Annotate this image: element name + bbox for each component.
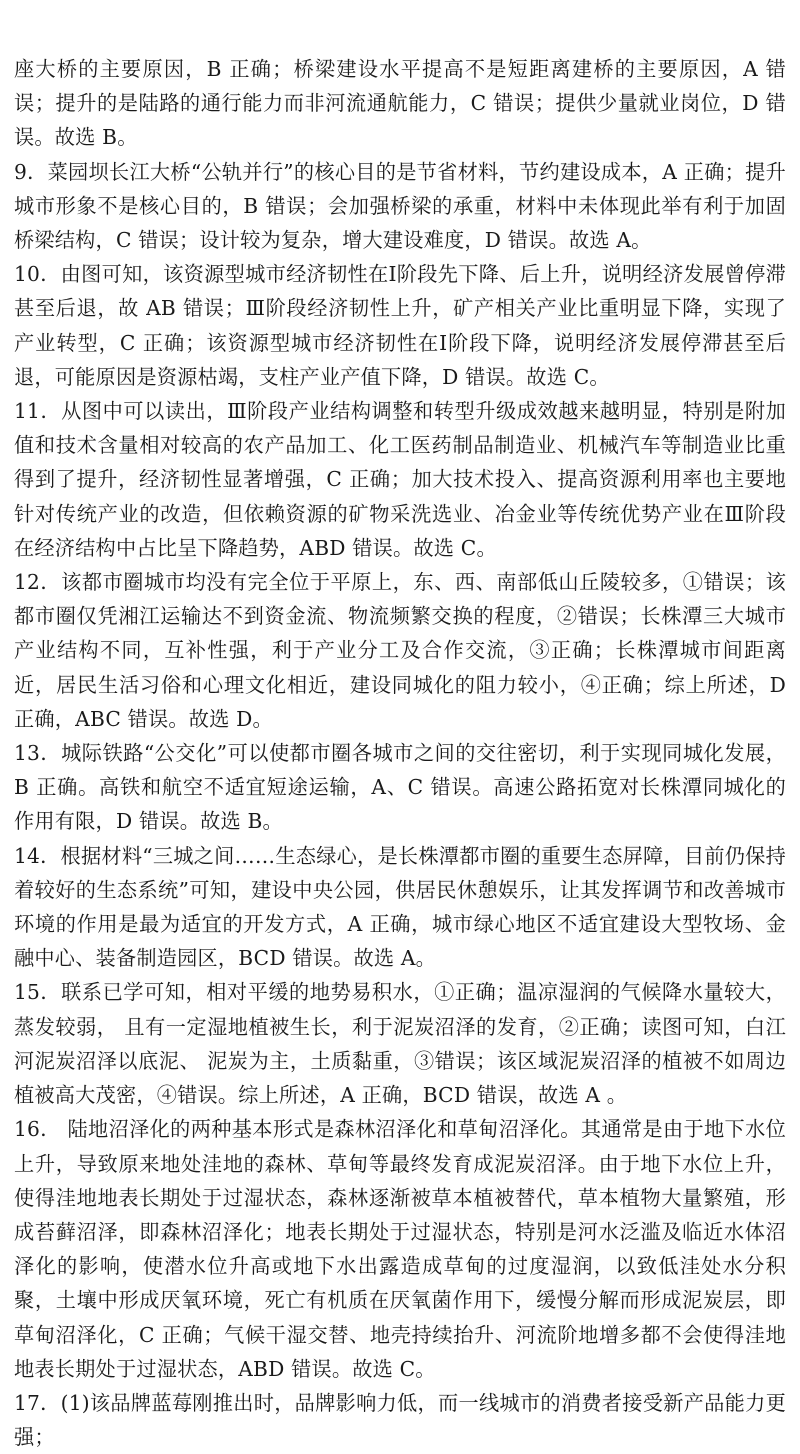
answer-paragraph-10: 10．由图可知，该资源型城市经济韧性在Ⅰ阶段先下降、后上升，说明经济发展曾停滞甚至后退，故 AB 错误；Ⅲ阶段经济韧性上升，矿产相关产业比重明显下降，实现了产业转型，C 正确；该资源型城市经济韧性在Ⅰ阶段下降，说明经济发展停滞甚至后退，可能原因是资源枯竭，支柱产业产值下降，D 错误。故选 C。 bbox=[14, 262, 786, 389]
answer-paragraph-8-tail: 座大桥的主要原因，B 正确；桥梁建设水平提高不是短距离建桥的主要原因，A 错误；提升的是陆路的通行能力而非河流通航能力，C 错误；提供少量就业岗位，D 错误。故选 B。 bbox=[14, 57, 786, 150]
answer-paragraph-16: 16． 陆地沼泽化的两种基本形式是森林沼泽化和草甸沼泽化。其通常是由于地下水位上升，导致原来地处洼地的森林、草甸等最终发育成泥炭沼泽。由于地下水位上升，使得洼地地表长期处于过湿状态，森林逐渐被草本植被替代，草本植物大量繁殖，形成苔藓沼泽，即森林沼泽化；地表长期处于过湿状态，特别是河水泛滥及临近水体沼泽化的影响，使潜水位升高或地下水出露造成草甸的过度湿润，以致低洼处水分积聚，土壤中形成厌氧环境，死亡有机质在厌氧菌作用下，缓慢分解而形成泥炭层，即草甸沼泽化，C 正确；气候干湿交替、地壳持续抬升、河流阶地增多都不会使得洼地地表长期处于过湿状态，ABD 错误。故选 C。 bbox=[14, 1117, 786, 1381]
document-page bbox=[14, 52, 786, 1454]
answer-paragraph-15: 15．联系已学可知，相对平缓的地势易积水，①正确；温凉湿润的气候降水量较大，蒸发较弱， 且有一定湿地植被生长，利于泥炭沼泽的发育，②正确；读图可知，白江河泥炭沼泽以底泥、 泥炭为主，土质黏重，③错误；该区域泥炭沼泽的植被不如周边植被高大茂密，④错误。综上所述，A 正确，BCD 错误，故选 A 。 bbox=[14, 980, 786, 1108]
answer-paragraph-14: 14．根据材料“三城之间……生态绿心，是长株潭都市圈的重要生态屏障，目前仍保持着较好的生态系统”可知，建设中央公园，供居民休憩娱乐，让其发挥调节和改善城市环境的作用是最为适宜的开发方式，A 正确，城市绿心地区不适宜建设大型牧场、金融中心、装备制造园区，BCD 错误。故选 A。 bbox=[14, 843, 786, 971]
answer-paragraph-9: 9．菜园坝长江大桥“公轨并行”的核心目的是节省材料，节约建设成本，A 正确；提升城市形象不是核心目的，B 错误；会加强桥梁的承重，材料中未体现此举有利于加固桥梁结构，C 错误；设计较为复杂，增大建设难度，D 错误。故选 A。 bbox=[14, 159, 786, 253]
answer-paragraph-11: 11．从图中可以读出，Ⅲ阶段产业结构调整和转型升级成效越来越明显，特别是附加值和技术含量相对较高的农产品加工、化工医药制品制造业、机械汽车等制造业比重得到了提升，经济韧性显著增强，C 正确；加大技术投入、提高资源利用率也主要地针对传统产业的改造，但依赖资源的矿物采洗选业、冶金业等传统优势产业在Ⅲ阶段在经济结构中占比呈下降趋势，ABD 错误。故选 C。 bbox=[14, 399, 786, 560]
answer-paragraph-12: 12．该都市圈城市均没有完全位于平原上，东、西、南部低山丘陵较多，①错误；该都市圈仅凭湘江运输达不到资金流、物流频繁交换的程度，②错误；长株潭三大城市产业结构不同，互补性强，利于产业分工及合作交流，③正确；长株潭城市间距离近，居民生活习俗和心理文化相近，建设同城化的阻力较小，④正确；综上所述，D 正确，ABC 错误。故选 D。 bbox=[14, 570, 786, 731]
answer-paragraph-13: 13．城际铁路“公交化”可以使都市圈各城市之间的交往密切，利于实现同城化发展，B 正确。高铁和航空不适宜短途运输，A、C 错误。高速公路拓宽对长株潭同城化的作用有限，D 错误。故选 B。 bbox=[14, 741, 786, 834]
answer-paragraph-17: 17．(1)该品牌蓝莓刚推出时，品牌影响力低，而一线城市的消费者接受新产品能力更强； bbox=[14, 1390, 786, 1450]
